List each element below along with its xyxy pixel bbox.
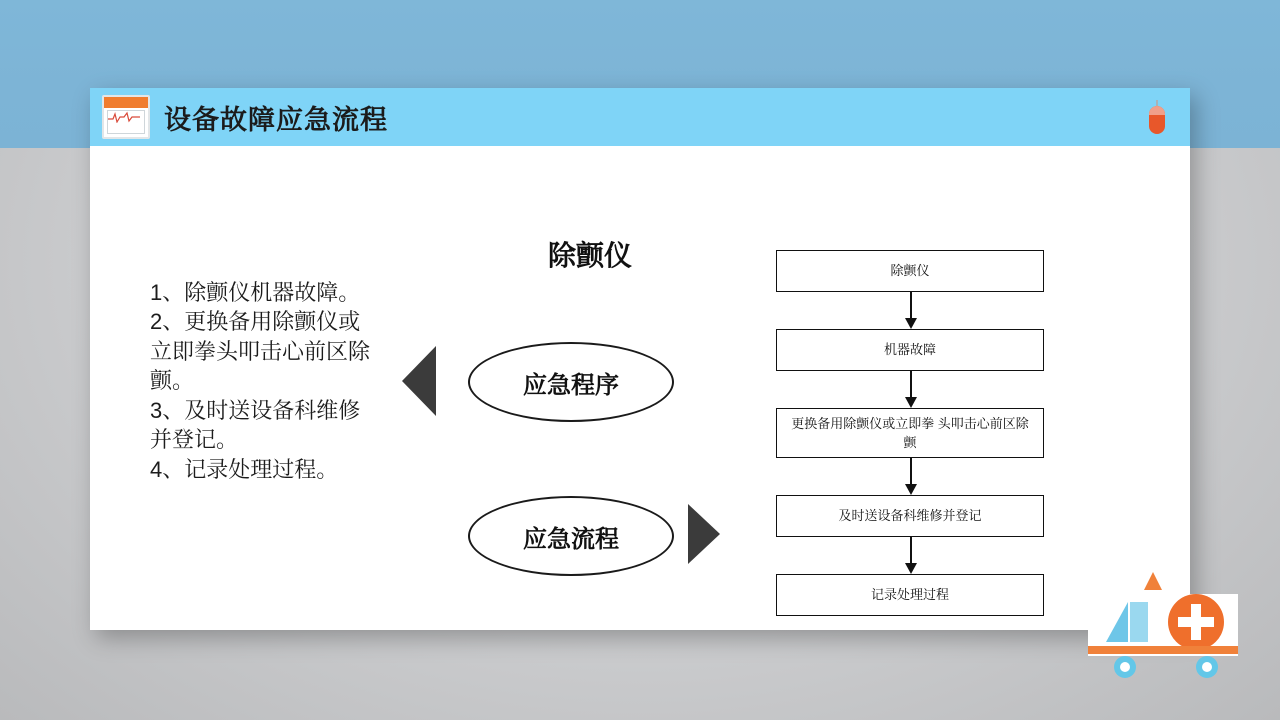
ellipse-emergency-procedure: [468, 342, 674, 422]
flow-connector-4: [776, 537, 1046, 574]
procedure-text-block: [150, 278, 380, 484]
diagram-title: 除颤仪: [547, 240, 632, 271]
waveform-icon: [108, 111, 140, 123]
flow-node-1: 除颤仪: [776, 250, 1044, 292]
left-arrow-icon: [402, 346, 436, 416]
procedure-line-4: 4、记录处理过程。: [150, 456, 339, 482]
page-title: 设备故障应急流程: [164, 104, 388, 135]
ambulance-icon: [1078, 572, 1238, 684]
ellipse-label: 应急流程: [523, 525, 619, 553]
flow-node-5: 记录处理过程: [776, 574, 1044, 616]
right-arrow-icon: [688, 504, 720, 564]
flowchart: [776, 250, 1046, 616]
procedure-line-3: 3、及时送设备科维修并登记。: [150, 397, 361, 453]
procedure-line-2: 2、更换备用除颤仪或立即拳头叩击心前区除颤。: [150, 309, 371, 394]
flow-node-2: 机器故障: [776, 329, 1044, 371]
flow-node-4: 及时送设备科维修并登记: [776, 495, 1044, 537]
flow-connector-2: [776, 371, 1046, 408]
pill-icon: [1146, 100, 1168, 134]
monitor-chart-icon: [102, 95, 150, 139]
flow-connector-3: [776, 458, 1046, 495]
flow-node-3: 更换备用除颤仪或立即拳 头叩击心前区除颤: [776, 408, 1044, 458]
slide-body: [90, 146, 1190, 630]
slide-card: [90, 88, 1190, 630]
procedure-line-1: 1、除颤仪机器故障。: [150, 280, 361, 305]
flow-connector-1: [776, 292, 1046, 329]
slide-header: [90, 88, 1190, 146]
ellipse-emergency-flow: [468, 496, 674, 576]
ellipse-label: 应急程序: [523, 371, 619, 399]
